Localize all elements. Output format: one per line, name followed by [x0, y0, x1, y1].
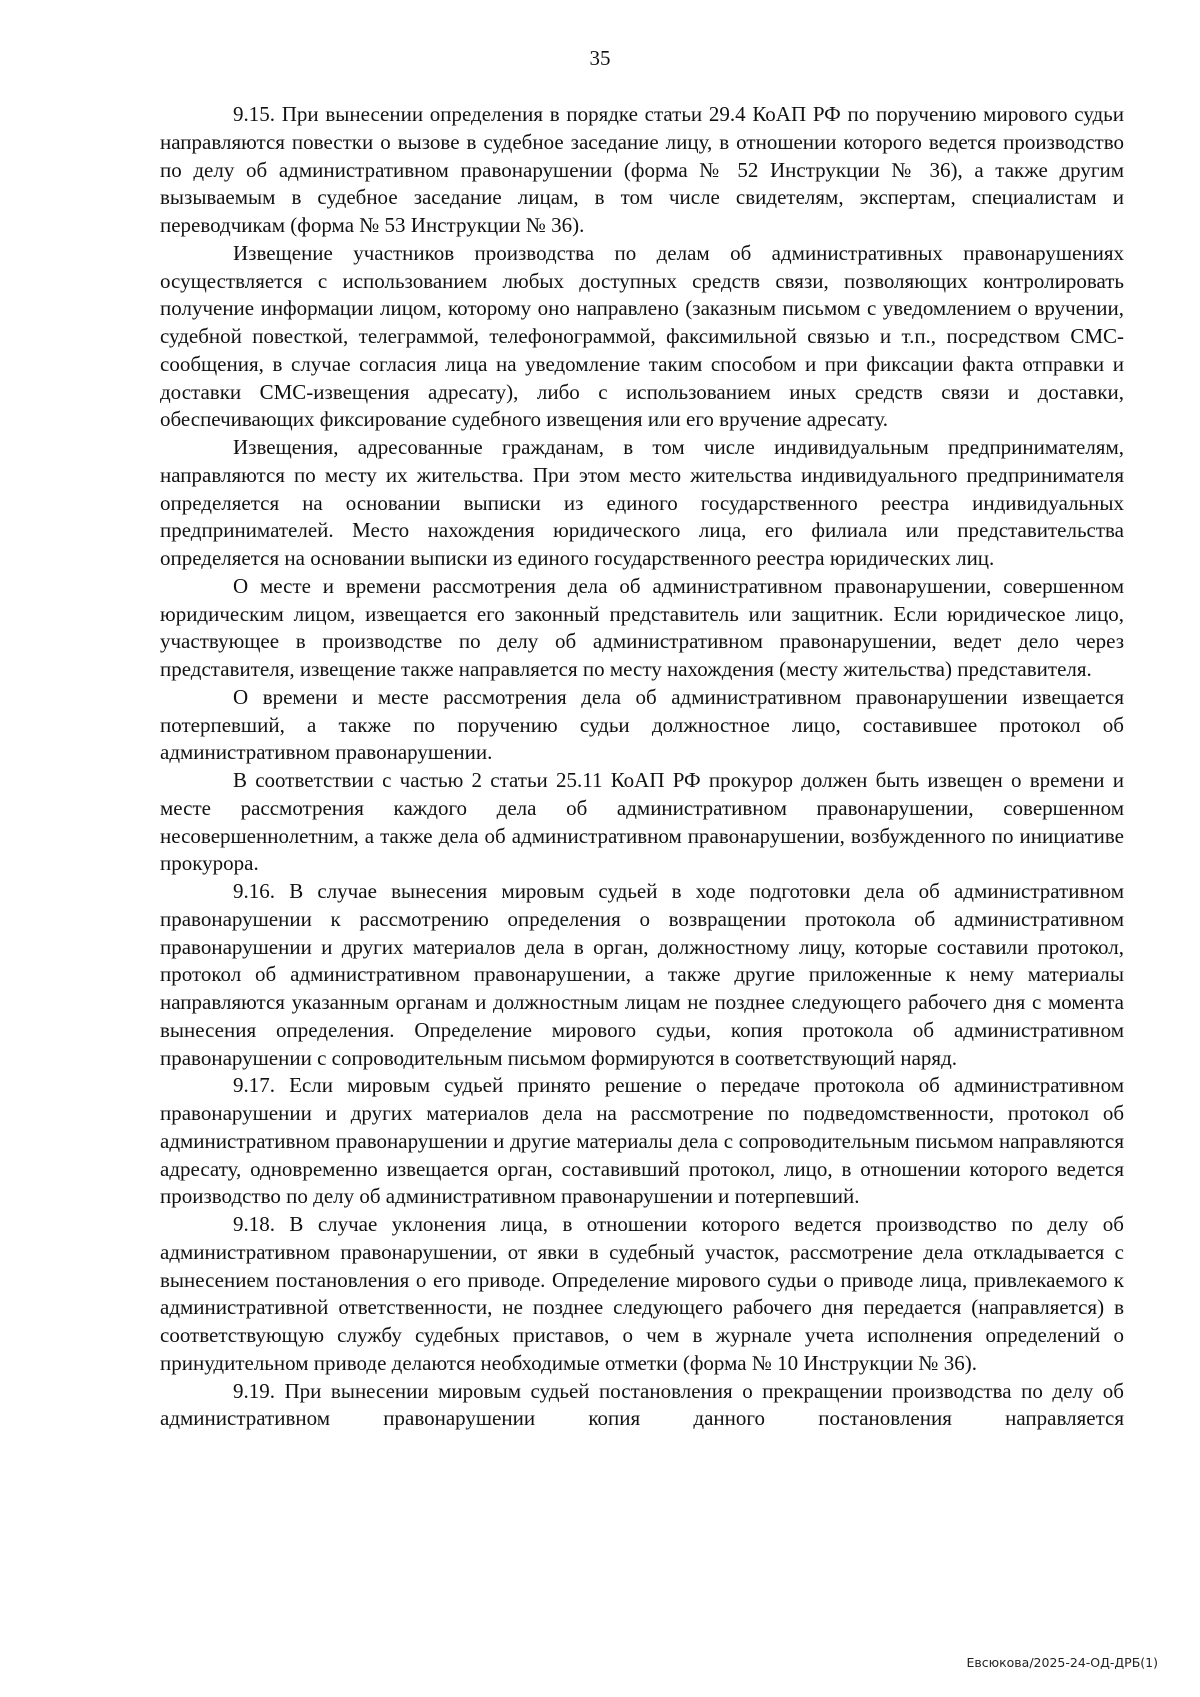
paragraph-9-15: 9.15. При вынесении определения в порядке статьи 29.4 КоАП РФ по поручению мирового судьи направляются повестки о вызове в судебное заседание лицу, в отношении которого ведется производство по делу об административном правонарушении (форма № 52 Инструкции № 36), а также другим вызываемым в судебное заседание лицам, в том числе свидетелям, экспертам, специалистам и переводчикам (форма № 53 Инструкции № 36). — [160, 102, 1124, 237]
paragraph-victim-notice: О времени и месте рассмотрения дела об административном правонарушении извещается потерпевший, а также по поручению судьи должностное лицо, составившее протокол об административном правонарушении. — [160, 684, 1124, 765]
document-code-footer: Евсюкова/2025-24-ОД-ДРБ(1) — [966, 1655, 1158, 1670]
paragraph-legal-entity-notice: О месте и времени рассмотрения дела об административном правонарушении, совершенном юридическим лицом, извещается его законный представитель или защитник. Если юридическое лицо, участвующее в производстве по делу об административном правонарушении, ведет дело через представителя, извещение также направляется по месту нахождения (месту жительства) представителя. — [160, 573, 1124, 681]
paragraph-prosecutor-notice: В соответствии с частью 2 статьи 25.11 КоАП РФ прокурор должен быть извещен о времени и месте рассмотрения каждого дела об административном правонарушении, совершенном несовершеннолетним, а также дела об административном правонарушении, возбужденного по инициативе прокурора. — [160, 768, 1124, 876]
paragraph-notification-addresses: Извещения, адресованные гражданам, в том числе индивидуальным предпринимателям, направляются по месту их жительства. При этом место жительства индивидуального предпринимателя определяется на основании выписки из единого государственного реестра индивидуальных предпринимателей. Место нахождения юридического лица, его филиала или представительства определяется на основании выписки из единого государственного реестра юридических лиц. — [160, 435, 1124, 570]
paragraph-9-18: 9.18. В случае уклонения лица, в отношении которого ведется производство по делу об административном правонарушении, от явки в судебный участок, рассмотрение дела откладывается с вынесением постановления о его приводе. Определение мирового судьи о приводе лица, привлекаемого к административной ответственности, не позднее следующего рабочего дня передается (направляется) в соответствующую службу судебных приставов, о чем в журнале учета исполнения определений о принудительном приводе делаются необходимые отметки (форма № 10 Инструкции № 36). — [160, 1212, 1124, 1375]
paragraph-9-16: 9.16. В случае вынесения мировым судьей в ходе подготовки дела об административном правонарушении к рассмотрению определения о возвращении протокола об административном правонарушении и других материалов дела в орган, должностному лицу, которые составили протокол, протокол об административном правонарушении, а также другие приложенные к нему материалы направляются указанным органам и должностным лицам не позднее следующего рабочего дня с момента вынесения определения. Определение мирового судьи, копия протокола об административном правонарушении с сопроводительным письмом формируются в соответствующий наряд. — [160, 879, 1124, 1070]
document-body — [160, 101, 1124, 1433]
page-number: 35 — [589, 46, 611, 70]
paragraph-notification-methods: Извещение участников производства по делам об административных правонарушениях осуществляется с использованием любых доступных средств связи, позволяющих контролировать получение информации лицом, которому оно направлено (заказным письмом с уведомлением о вручении, судебной повесткой, телеграммой, телефонограммой, факсимильной связью и т.п., посредством СМС-сообщения, в случае согласия лица на уведомление таким способом и при фиксации факта отправки и доставки СМС-извещения адресату), либо с использованием иных средств связи и доставки, обеспечивающих фиксирование судебного извещения или его вручение адресату. — [160, 240, 1124, 432]
paragraph-9-19: 9.19. При вынесении мировым судьей постановления о прекращении производства по делу об административном правонарушении копия данного постановления направляется — [160, 1378, 1124, 1431]
paragraph-9-17: 9.17. Если мировым судьей принято решение о передаче протокола об административном правонарушении и других материалов дела на рассмотрение по подведомственности, протокол об административном правонарушении и другие материалы дела с сопроводительным письмом направляются адресату, одновременно извещается орган, составивший протокол, лицо, в отношении которого ведется производство по делу об административном правонарушении и потерпевший. — [160, 1073, 1124, 1209]
